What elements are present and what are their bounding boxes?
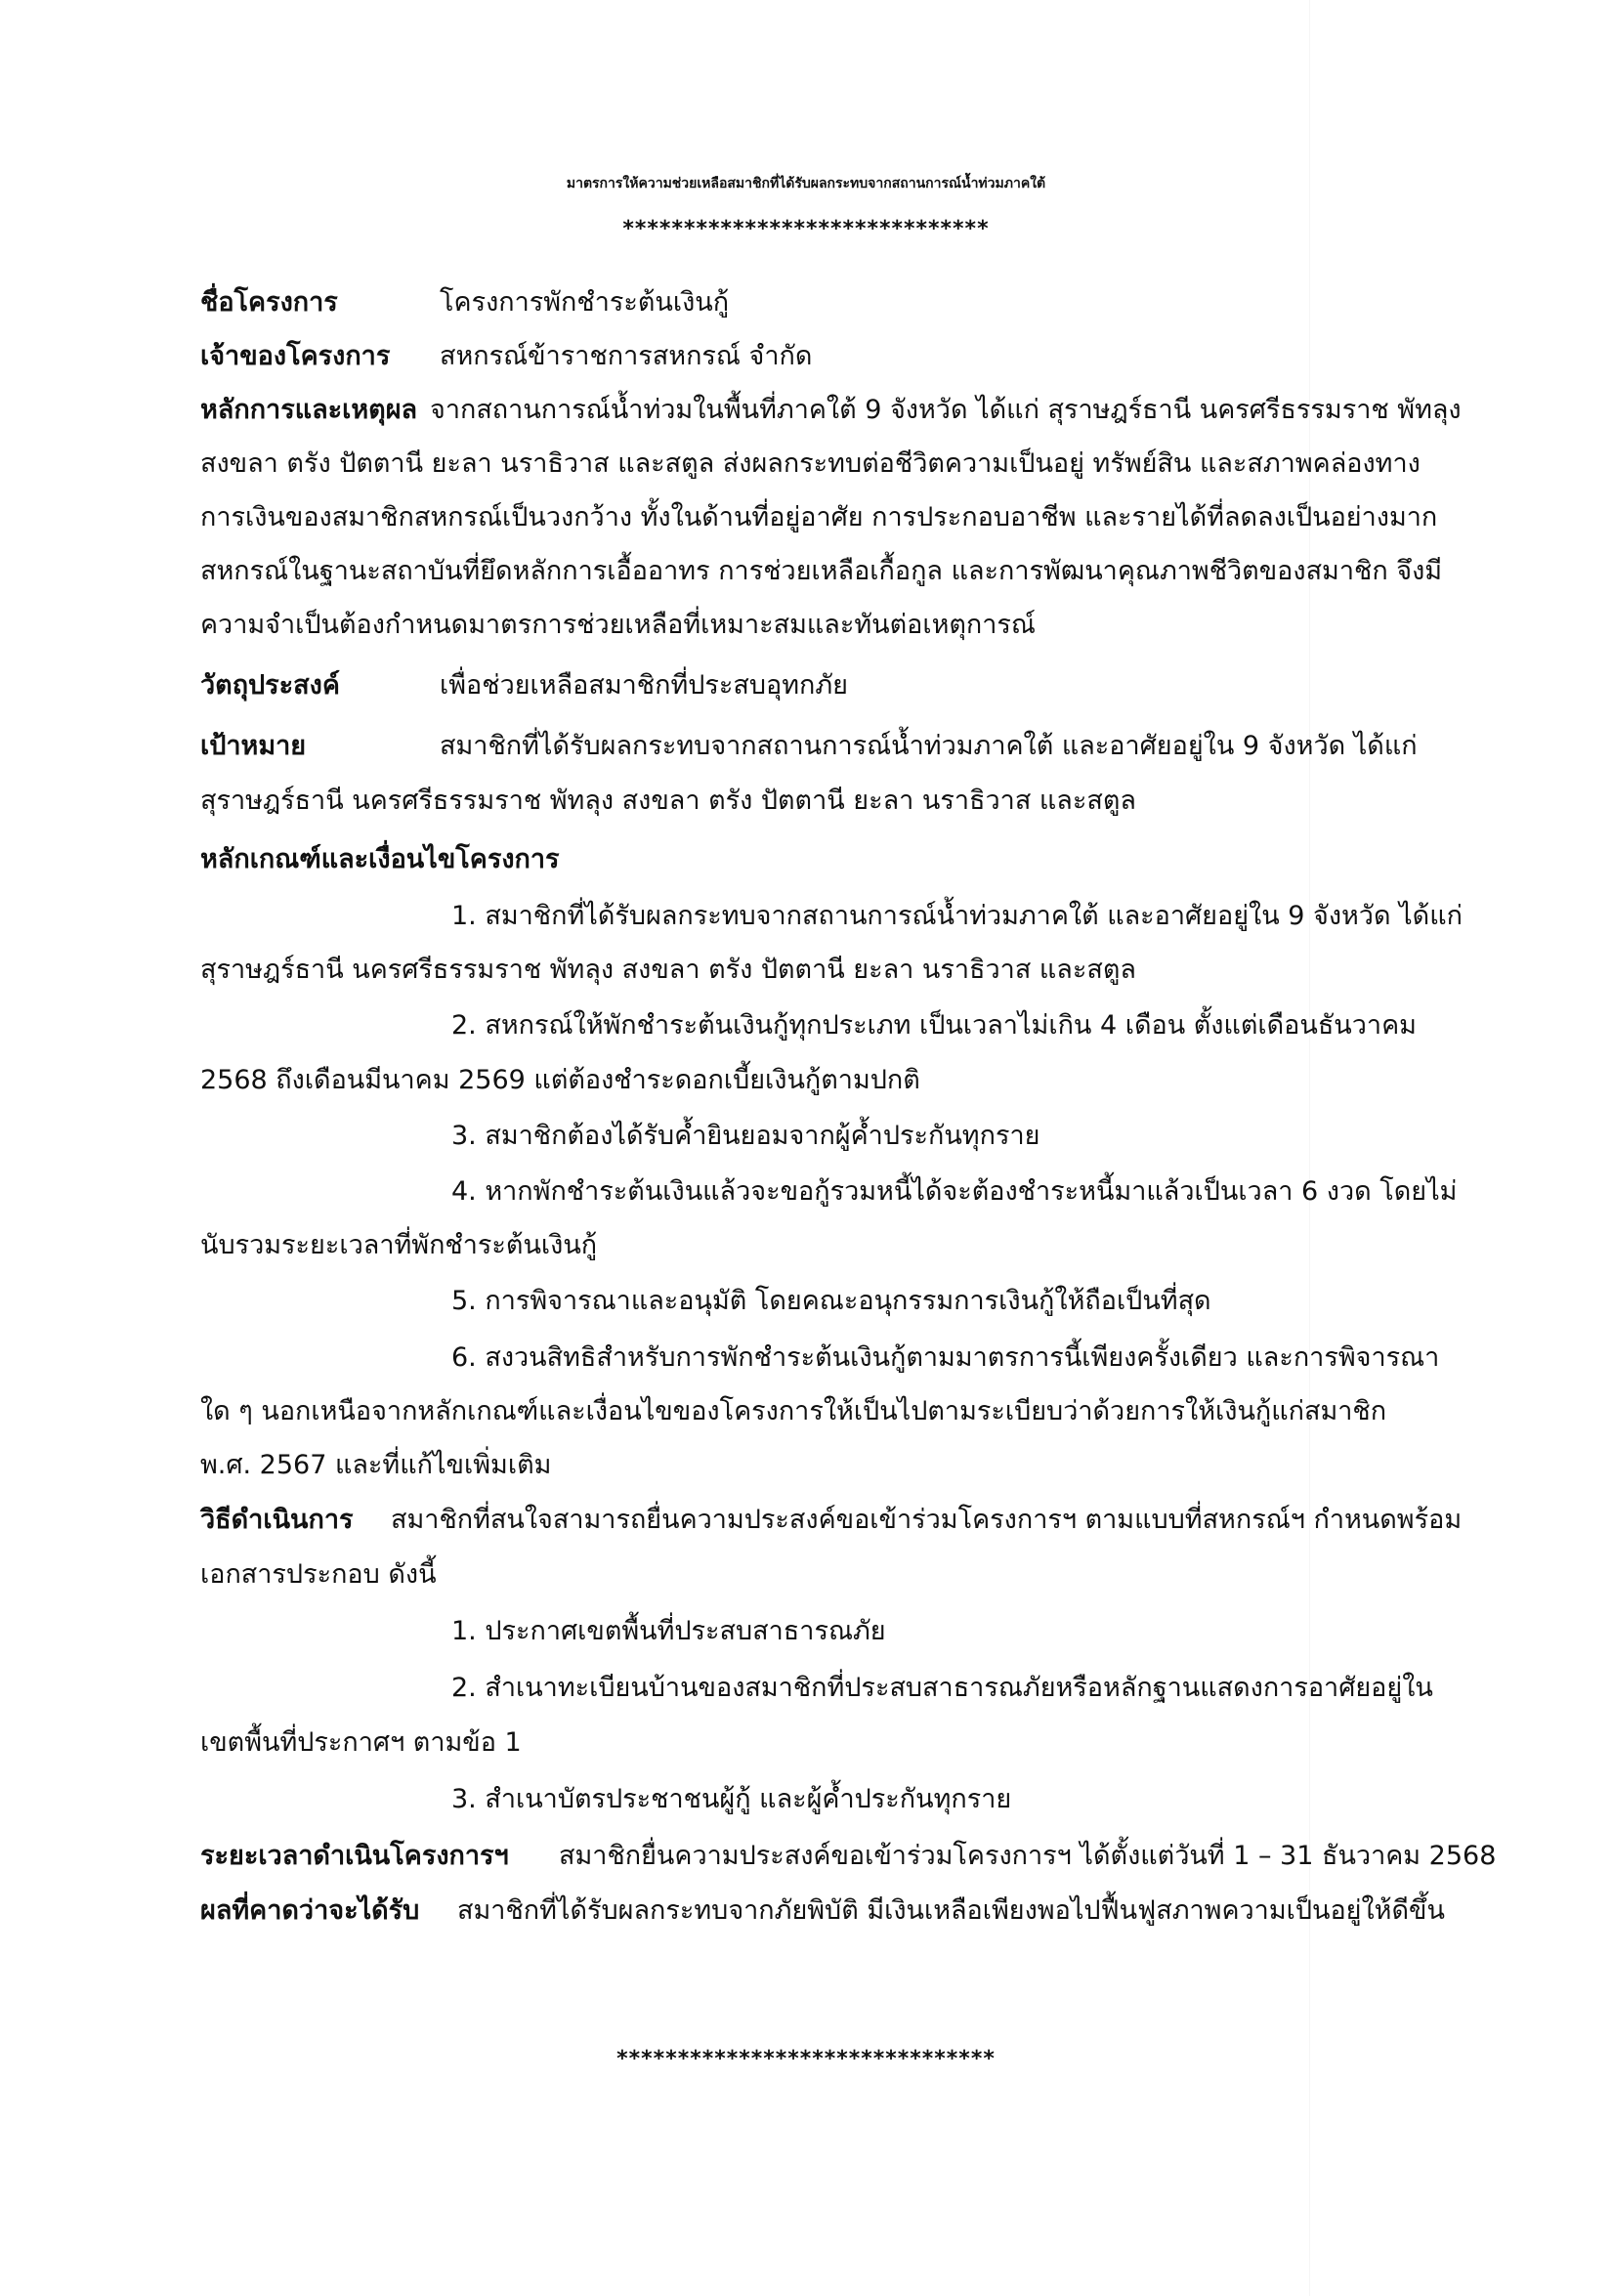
rationale-line: การเงินของสมาชิกสหกรณ์เป็นวงกว้าง ทั้งในด้านที่อยู่อาศัย การประกอบอาชีพ และรายได้ที่ลดลงเป็นอย่างมาก xyxy=(200,502,1438,532)
criteria-item-4: 4. หากพักชำระต้นเงินแล้วจะขอกู้รวมหนี้ได้จะต้องชำระหนี้มาแล้วเป็นเวลา 6 งวด โดยไม่ xyxy=(451,1176,1458,1207)
criteria-item-6: 6. สงวนสิทธิสำหรับการพักชำระต้นเงินกู้ตามมาตรการนี้เพียงครั้งเดียว และการพิจารณา xyxy=(451,1342,1440,1373)
criteria-item-4-cont: นับรวมระยะเวลาที่พักชำระต้นเงินกู้ xyxy=(200,1230,598,1260)
objective-label: วัตถุประสงค์ xyxy=(200,670,340,701)
expected-result-label: ผลที่คาดว่าจะได้รับ xyxy=(200,1895,420,1926)
rationale-label: หลักการและเหตุผล xyxy=(200,395,418,425)
procedure-item-2: 2. สำเนาทะเบียนบ้านของสมาชิกที่ประสบสาธารณภัยหรือหลักฐานแสดงการอาศัยอยู่ใน xyxy=(451,1673,1433,1703)
procedure-item-2-cont: เขตพื้นที่ประกาศฯ ตามข้อ 1 xyxy=(200,1727,522,1758)
duration-label: ระยะเวลาดำเนินโครงการฯ xyxy=(200,1841,509,1871)
procedure-item-3: 3. สำเนาบัตรประชาชนผู้กู้ และผู้ค้ำประกันทุกราย xyxy=(451,1784,1012,1814)
duration-value: สมาชิกยื่นความประสงค์ขอเข้าร่วมโครงการฯ ได้ตั้งแต่วันที่ 1 – 31 ธันวาคม 2568 xyxy=(559,1841,1497,1871)
target-line: สมาชิกที่ได้รับผลกระทบจากสถานการณ์น้ำท่วมภาคใต้ และอาศัยอยู่ใน 9 จังหวัด ได้แก่ xyxy=(440,731,1418,761)
criteria-item-1: 1. สมาชิกที่ได้รับผลกระทบจากสถานการณ์น้ำท่วมภาคใต้ และอาศัยอยู่ใน 9 จังหวัด ได้แก่ xyxy=(451,901,1463,931)
procedure-label: วิธีดำเนินการ xyxy=(200,1505,354,1535)
criteria-item-5: 5. การพิจารณาและอนุมัติ โดยคณะอนุกรรมการเงินกู้ให้ถือเป็นที่สุด xyxy=(451,1286,1211,1316)
target-label: เป้าหมาย xyxy=(200,731,307,761)
criteria-label: หลักเกณฑ์และเงื่อนไขโครงการ xyxy=(200,844,560,874)
criteria-item-2-cont: 2568 ถึงเดือนมีนาคม 2569 แต่ต้องชำระดอกเบี้ยเงินกู้ตามปกติ xyxy=(200,1065,920,1095)
bottom-divider: ******************************* xyxy=(616,2047,996,2071)
target-line: สุราษฎร์ธานี นครศรีธรรมราช พัทลุง สงขลา ตรัง ปัตตานี ยะลา นราธิวาส และสตูล xyxy=(200,786,1136,816)
project-name-value: โครงการพักชำระต้นเงินกู้ xyxy=(440,287,730,318)
criteria-item-1-cont: สุราษฎร์ธานี นครศรีธรรมราช พัทลุง สงขลา ตรัง ปัตตานี ยะลา นราธิวาส และสตูล xyxy=(200,955,1136,985)
procedure-line: เอกสารประกอบ ดังนี้ xyxy=(200,1559,437,1590)
procedure-line: สมาชิกที่สนใจสามารถยื่นความประสงค์ขอเข้าร่วมโครงการฯ ตามแบบที่สหกรณ์ฯ กำหนดพร้อม xyxy=(391,1505,1463,1535)
scan-crease xyxy=(1309,0,1310,2296)
project-name-label: ชื่อโครงการ xyxy=(200,287,338,318)
criteria-item-6-cont: ใด ๆ นอกเหนือจากหลักเกณฑ์และเงื่อนไขของโครงการให้เป็นไปตามระเบียบว่าด้วยการให้เงินกู้แก่สมาชิก xyxy=(200,1396,1387,1426)
objective-value: เพื่อช่วยเหลือสมาชิกที่ประสบอุทกภัย xyxy=(440,670,848,701)
top-divider: ****************************** xyxy=(622,217,990,241)
criteria-item-3: 3. สมาชิกต้องได้รับค้ำยินยอมจากผู้ค้ำประกันทุกราย xyxy=(451,1121,1040,1151)
expected-result-value: สมาชิกที่ได้รับผลกระทบจากภัยพิบัติ มีเงินเหลือเพียงพอไปฟื้นฟูสภาพความเป็นอยู่ให้ดีขึ้น xyxy=(457,1895,1445,1926)
project-owner-label: เจ้าของโครงการ xyxy=(200,341,391,371)
criteria-item-2: 2. สหกรณ์ให้พักชำระต้นเงินกู้ทุกประเภท เป็นเวลาไม่เกิน 4 เดือน ตั้งแต่เดือนธันวาคม xyxy=(451,1010,1417,1041)
document-title: มาตรการให้ความช่วยเหลือสมาชิกที่ได้รับผลกระทบจากสถานการณ์น้ำท่วมภาคใต้ xyxy=(566,176,1046,191)
rationale-line: จากสถานการณ์น้ำท่วมในพื้นที่ภาคใต้ 9 จังหวัด ได้แก่ สุราษฎร์ธานี นครศรีธรรมราช พัทลุง xyxy=(430,395,1462,425)
project-owner-value: สหกรณ์ข้าราชการสหกรณ์ จำกัด xyxy=(440,341,813,371)
rationale-line: ความจำเป็นต้องกำหนดมาตรการช่วยเหลือที่เหมาะสมและทันต่อเหตุการณ์ xyxy=(200,610,1036,640)
procedure-item-1: 1. ประกาศเขตพื้นที่ประสบสาธารณภัย xyxy=(451,1616,886,1646)
criteria-item-6-cont: พ.ศ. 2567 และที่แก้ไขเพิ่มเติม xyxy=(200,1450,552,1480)
rationale-line: สงขลา ตรัง ปัตตานี ยะลา นราธิวาส และสตูล ส่งผลกระทบต่อชีวิตความเป็นอยู่ ทรัพย์สิน และสภาพคล่องทาง xyxy=(200,448,1421,479)
rationale-line: สหกรณ์ในฐานะสถาบันที่ยึดหลักการเอื้ออาทร การช่วยเหลือเกื้อกูล และการพัฒนาคุณภาพชีวิตของสมาชิก จึงมี xyxy=(200,556,1443,586)
